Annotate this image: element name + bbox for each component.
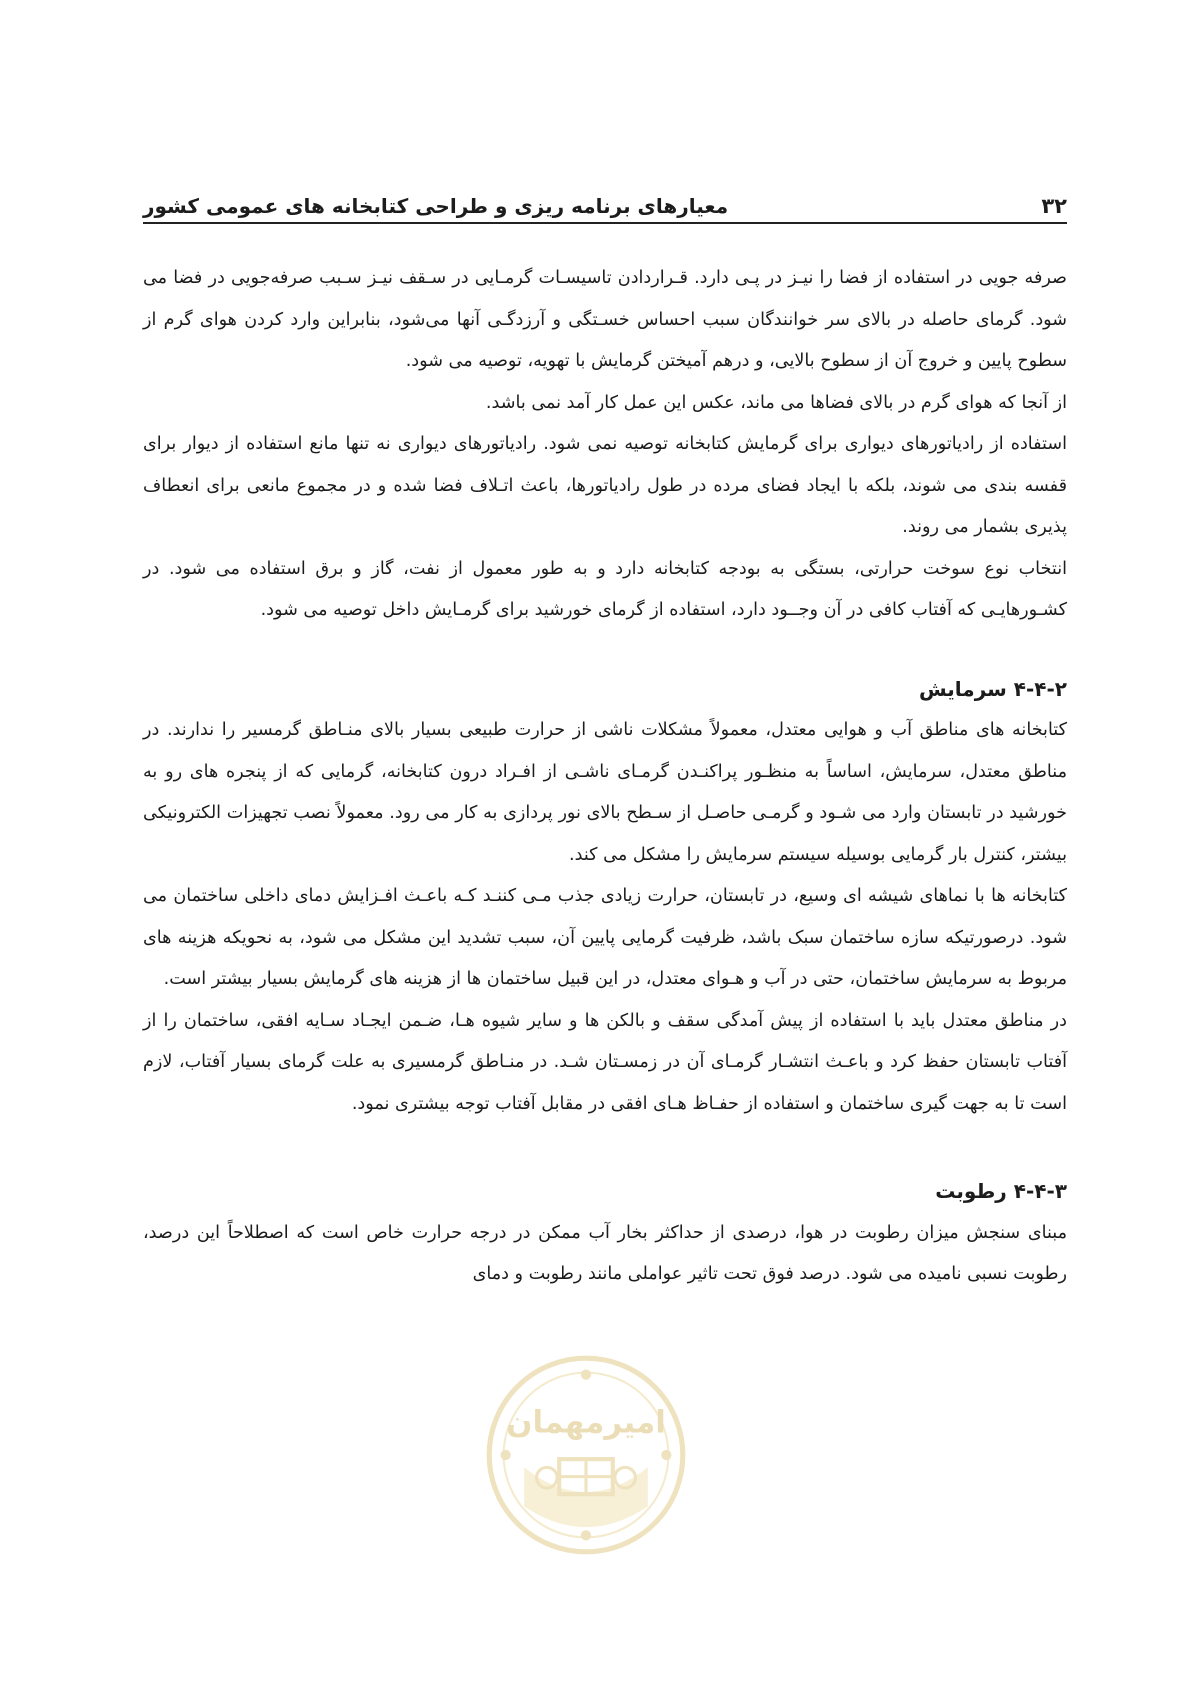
paragraph: صرفه جویی در استفاده از فضا را نیـز در پـی دارد. قـراردادن تاسیسـات گرمـایی در سـقف نیـز سـبب صرفه‌جویی در فضا می شود. گرمای حاصله در بالای سر خوانندگان سبب احساس خسـتگی و آرزدگـی آنها می‌شود، بنابراین وارد کردن هوای گرم از سطوح پایین و خروج آن از سطوح بالایی، و درهم آمیختن گرمایش با تهویه، توصیه می شود. (143, 268, 1067, 371)
section-heading-humidity: ۴-۴-۳ رطوبت (935, 1179, 1067, 1203)
watermark-gear-icon (501, 1370, 672, 1541)
paragraph: استفاده از رادیاتورهای دیواری برای گرمایش کتابخانه توصیه نمی شود. رادیاتورهای دیواری نه تنها مانع استفاده از دیوار برای قفسه بندی می شوند، بلکه با ایجاد فضای مرده در طول رادیاتورها، باعث اتـلاف فضا شده و در مجموع مانعی برای انعطاف پذیری بشمار می روند. (143, 434, 1067, 537)
paragraph: انتخاب نوع سوخت حرارتی، بستگی به بودجه کتابخانه دارد و به طور معمول از نفت، گاز و برق استفاده می شود. در کشـورهایـی که آفتاب کافی در آن وجــود دارد، استفاده از گرمای خورشید برای گرمـایش داخل توصیه می شود. (143, 558, 1067, 620)
section-heading-cooling: ۴-۴-۲ سرمایش (919, 676, 1067, 701)
paragraph: در مناطق معتدل باید با استفاده از پیش آمدگی سقف و بالکن ها و سایر شیوه هـا، ضـمن ایجـاد سـایه افقی، ساختمان را از آفتاب تابستان حفظ کرد و باعـث انتشـار گرمـای آن در زمسـتان شـد. در منـاطق گرمسیری به علت گرمای بسیار آفتاب، لازم است تا به جهت گیری ساختمان و استفاده از حفـاظ هـای افقی در مقابل آفتاب توجه بیشتری نمود. (143, 1010, 1067, 1114)
page-number: ۳۲ (1041, 194, 1067, 218)
book-title: معیارهای برنامه ریزی و طراحی کتابخانه های عمومی کشور (143, 194, 729, 218)
paragraph: کتابخانه های مناطق آب و هوایی معتدل، معمولاً مشکلات ناشی از حرارت طبیعی بسیار بالای منـاطق گرمسیر را ندارند. در مناطق معتدل، سرمایش، اساساً به منظـور پراکنـدن گرمـای ناشـی از افـراد درون کتابخانه، گرمایی که از پنجره های رو به خورشید در تابستان وارد می شـود و گرمـی حاصـل از سـطح بالای نور پردازی به کار می رود. معمولاً نصب تجهیزات الکترونیکی بیشتر، کنترل بار گرمایی بوسیله سیستم سرمایش را مشکل می کند. (143, 720, 1067, 865)
running-header (143, 186, 1067, 224)
paragraph: کتابخانه ها با نماهای شیشه ای وسیع، در تابستان، حرارت زیادی جذب مـی کننـد کـه باعـث افـزایش دمای داخلی ساختمان می شود. درصورتیکه سازه ساختمان سبک باشد، ظرفیت گرمایی پایین آن، سبب تشدید این مشکل می شود، به نحویکه هزینه های مربوط به سرمایش ساختمان، حتی در آب و هـوای معتدل، در این قبیل ساختمان ها از هزینه های گرمایش بسیار بیشتر است. (143, 886, 1067, 989)
paragraph: از آنجا که هوای گرم در بالای فضاها می ماند، عکس این عمل کار آمد نمی باشد. (485, 392, 1067, 413)
paragraph: مبنای سنجش میزان رطوبت در هوا، درصدی از حداکثر بخار آب ممکن در درجه حرارت خاص است که اصطلاحاً این درصد، رطوبت نسبی نامیده می شود. درصد فوق تحت تاثیر عواملی مانند رطوبت و دمای (143, 1222, 1067, 1284)
watermark-seal-icon (483, 1352, 689, 1558)
watermark-text: امیرمهمان (506, 1404, 666, 1441)
body-text (143, 258, 1067, 1296)
